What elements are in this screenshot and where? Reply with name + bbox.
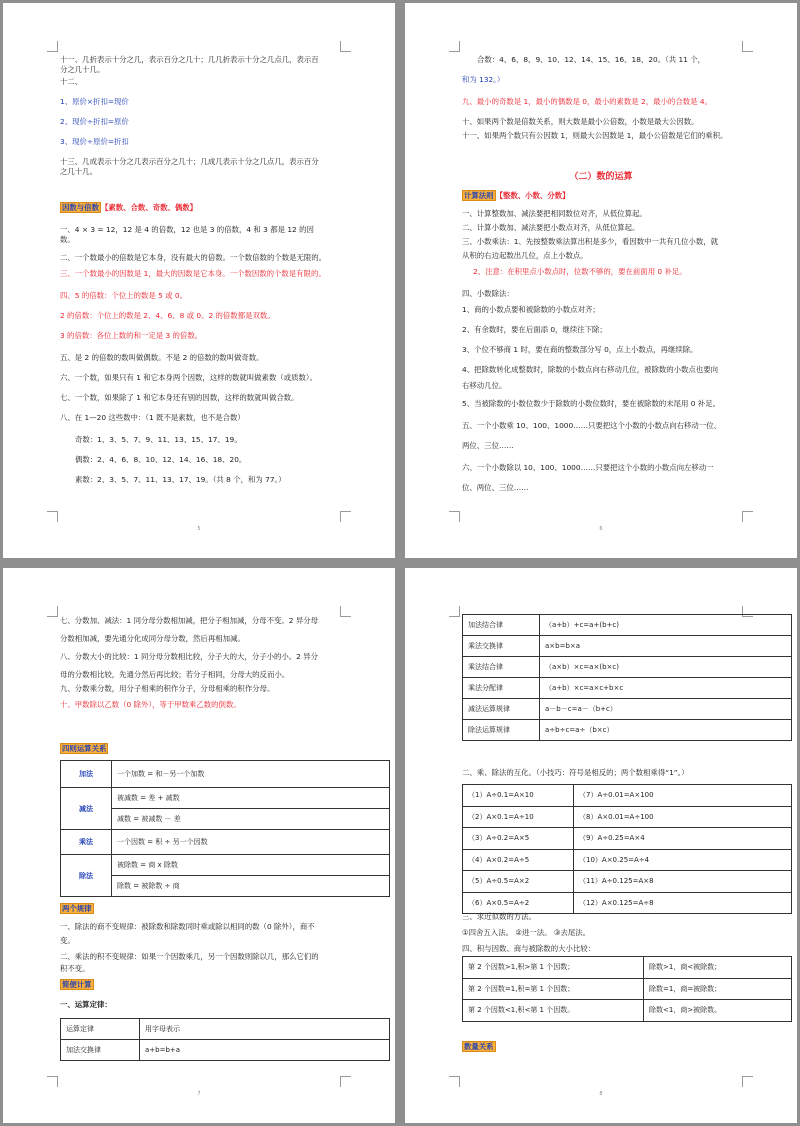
text-line: 和为 132。） [462, 75, 505, 84]
margin-mark [340, 1076, 351, 1087]
op-name: 乘法 [61, 830, 112, 855]
text-line: 十、如果两个数是倍数关系，则大数是最小公倍数，小数是最大公因数。 [462, 117, 699, 126]
text-line: 1、商的小数点要和被除数的小数点对齐； [462, 305, 600, 314]
text-line: 八、在 1—20 这些数中：（1 既不是素数，也不是合数） [60, 413, 245, 422]
conv-cell: （2）A×0.1=A÷10 [463, 806, 574, 828]
law-formula: （a+b）+c=a+(b+c) [540, 615, 792, 636]
conv-cell: （9）A÷0.25=A×4 [574, 828, 792, 850]
law-formula: （a+b）×c=a×c+b×c [540, 678, 792, 699]
op-rule: 一个加数 = 和－另一个加数 [112, 761, 390, 788]
law-formula: a－b－c=a－（b+c） [540, 699, 792, 720]
margin-mark [742, 1076, 753, 1087]
document-page-4 [405, 568, 797, 1123]
page-number: 7 [197, 1091, 201, 1097]
text-line: 十、甲数除以乙数（0 除外），等于甲数乘乙数的倒数。 [60, 700, 241, 709]
margin-mark [449, 41, 460, 52]
law-table-continued [462, 614, 792, 741]
section-heading [60, 744, 350, 754]
law-name: 乘法分配律 [463, 678, 540, 699]
law-formula: 用字母表示 [140, 1019, 390, 1040]
heading-rest: 【整数、小数、分数】 [495, 191, 570, 200]
text-line: 3、个位不够商 1 时，要在商的整数部分写 0，点上小数点，再继续除。 [462, 345, 698, 354]
text-line: 六、一个小数除以 10、100、1000……只要把这个小数的小数点向左移动一 [462, 463, 714, 472]
text-line: 变。 [60, 936, 75, 945]
heading-label: 数量关系 [464, 1042, 494, 1051]
operations-table [60, 760, 390, 897]
text-line: 五、是 2 的倍数的数叫做偶数。不是 2 的倍数的数叫做奇数。 [60, 353, 264, 362]
text-line: 右移动几位。 [462, 381, 507, 390]
margin-mark [340, 511, 351, 522]
text-line: 3 的倍数：各位上数的和一定是 3 的倍数。 [60, 331, 203, 340]
heading-rest: 【素数、合数、奇数、偶数】 [100, 203, 198, 212]
conv-cell: （4）A×0.2=A÷5 [463, 849, 574, 871]
conversion-table [462, 784, 792, 914]
text-line: 2、注意：在积里点小数点时，位数不够的，要在前面用 0 补足。 [473, 267, 687, 276]
text-line: 4、把除数转化成整数时，除数的小数点向右移动几位，被除数的小数点也要向 [462, 365, 718, 374]
document-page-3 [3, 568, 395, 1123]
section-heading [60, 203, 350, 213]
text-line: 一、4 × 3 = 12，12 是 4 的倍数，12 也是 3 的倍数，4 和 3 都是 12 的因 [60, 225, 314, 234]
cmp-cell: 第 2 个因数<1,积<第 1 个因数。 [463, 1000, 644, 1022]
text-line: 十一、几折表示十分之几，表示百分之几十；几几折表示十分之几点几，表示百 [60, 55, 319, 64]
text-line: 之几十几。 [60, 167, 97, 176]
text-line: 十三、几成表示十分之几表示百分之几十；几成几表示十分之几点几，表示百分 [60, 157, 319, 166]
formula-line: 3、现价÷原价=折扣 [60, 137, 129, 146]
cmp-cell: 第 2 个因数=1,积=第 1 个因数； [463, 978, 644, 1000]
text-line: 一、除法的商不变规律：被除数和除数同时乘或除以相同的数（0 除外），商不 [60, 922, 315, 931]
section-heading [60, 904, 350, 914]
text-line: ①四舍五入法。 ②进一法。 ③去尾法。 [462, 928, 591, 937]
margin-mark [742, 41, 753, 52]
text-line: 2、有余数时，要在后面添 0，继续往下除； [462, 325, 607, 334]
text-line: 二、一个数最小的倍数是它本身，没有最大的倍数。一个数倍数的个数是无限的。 [60, 253, 327, 262]
conv-cell: （7）A÷0.01=A×100 [574, 785, 792, 807]
page-number: 5 [197, 526, 201, 532]
text-line: 素数：2、3、5、7、11、13、17、19。（共 8 个，和为 77。） [75, 475, 286, 484]
margin-mark [47, 511, 58, 522]
text-line: 从积的右边起数出几位，点上小数点。 [462, 251, 588, 260]
conv-cell: （12）A×0.125=A÷8 [574, 892, 792, 914]
heading-label: 简便计算 [62, 980, 92, 989]
law-name: 加法结合律 [463, 615, 540, 636]
text-line: 位、两位、三位…… [462, 483, 529, 492]
conv-cell: （5）A÷0.5=A×2 [463, 871, 574, 893]
text-line: 三、一个数最小的因数是 1，最大的因数是它本身。一个数因数的个数是有限的。 [60, 269, 326, 278]
law-formula: a+b=b+a [140, 1040, 390, 1061]
subsection-title: 一、运算定律： [60, 1000, 112, 1009]
text-line: 三、小数乘法：1、先按整数乘法算出积是多少，看因数中一共有几位小数，就 [462, 237, 718, 246]
conv-cell: （6）A×0.5=A÷2 [463, 892, 574, 914]
cmp-cell: 除数<1，商>被除数。 [644, 1000, 792, 1022]
section-title: （二）数的运算 [569, 172, 633, 182]
conv-cell: （3）A÷0.2=A×5 [463, 828, 574, 850]
text-line: 奇数：1、3、5、7、9、11、13、15、17、19。 [75, 435, 242, 444]
text-line: 七、分数加、减法：1 同分母分数相加减，把分子相加减，分母不变。2 异分母 [60, 616, 318, 625]
op-rule: 一个因数 = 积 ÷ 另一个因数 [112, 830, 390, 855]
text-line: 母的分数相比较，先通分然后再比较；若分子相同，分母大的反而小。 [60, 670, 290, 679]
margin-mark [449, 606, 460, 617]
conv-cell: （8）A×0.01=A÷100 [574, 806, 792, 828]
heading-label: 两个规律 [62, 904, 92, 913]
page-number: 8 [599, 1091, 603, 1097]
op-rule: 除数 = 被除数 ÷ 商 [112, 876, 390, 897]
text-line: 二、乘法的积不变规律：如果一个因数乘几，另一个因数则除以几，那么它们的 [60, 952, 319, 961]
text-line: 八、分数大小的比较：1 同分母分数相比较，分子大的大，分子小的小。2 异分 [60, 652, 318, 661]
text-line: 数。 [60, 235, 75, 244]
text-line: 九、最小的奇数是 1，最小的偶数是 0，最小的素数是 2，最小的合数是 4。 [462, 97, 712, 106]
text-line: 5、当被除数的小数位数少于除数的小数位数时，要在被除数的末尾用 0 补足。 [462, 399, 720, 408]
law-name: 加法交换律 [61, 1040, 140, 1061]
subsection-title: 三、求近似数的方法。 [462, 912, 536, 921]
text-line: 十二、 [60, 77, 83, 86]
text-line: 五、一个小数乘 10、100、1000……只要把这个小数的小数点向右移动一位、 [462, 421, 721, 430]
heading-label: 计算法则 [464, 191, 494, 200]
op-rule: 减数 = 被减数 － 差 [112, 809, 390, 830]
heading-label: 因数与倍数 [62, 203, 99, 212]
text-line: 积不变。 [60, 964, 90, 973]
text-line: 2 的倍数：个位上的数是 2、4、6、8 或 0。2 的倍数都是双数。 [60, 311, 275, 320]
margin-mark [742, 511, 753, 522]
law-formula: a×b=b×a [540, 636, 792, 657]
op-rule: 被除数 = 商 x 除数 [112, 855, 390, 876]
text-line: 六、一个数，如果只有 1 和它本身两个因数，这样的数就叫做素数（或质数）。 [60, 373, 317, 382]
conv-cell: （11）A÷0.125=A×8 [574, 871, 792, 893]
text-line: 十一、如果两个数只有公因数 1，则最大公因数是 1，最小公倍数是它们的乘积。 [462, 131, 728, 140]
text-line: 合数：4、6、8、9、10、12、14、15、16、18、20。（共 11 个， [477, 55, 706, 64]
text-line: 二、计算小数加、减法要把小数点对齐，从低位算起。 [462, 223, 640, 232]
formula-line: 2、现价÷折扣=原价 [60, 117, 129, 126]
law-formula: （a×b）×c=a×(b×c) [540, 657, 792, 678]
section-heading [60, 980, 350, 990]
page-number: 6 [599, 526, 603, 532]
margin-mark [449, 1076, 460, 1087]
op-name: 减法 [61, 788, 112, 830]
law-name: 乘法交换律 [463, 636, 540, 657]
conv-cell: （1）A÷0.1=A×10 [463, 785, 574, 807]
text-line: 一、计算整数加、减法要把相同数位对齐，从低位算起。 [462, 209, 647, 218]
text-line: 九、分数乘分数，用分子相乘的积作分子，分母相乘的积作分母。 [60, 684, 275, 693]
law-name: 除法运算规律 [463, 720, 540, 741]
op-name: 除法 [61, 855, 112, 897]
heading-label: 四则运算关系 [62, 744, 107, 753]
margin-mark [449, 511, 460, 522]
margin-mark [47, 41, 58, 52]
comparison-table [462, 956, 792, 1022]
margin-mark [47, 1076, 58, 1087]
cmp-cell: 除数=1，商=被除数； [644, 978, 792, 1000]
subsection-title: 二、乘、除法的互化。（小技巧：符号是相反的；两个数相乘得“1”。） [462, 768, 689, 777]
margin-mark [47, 606, 58, 617]
section-heading [462, 191, 752, 201]
op-rule: 被减数 = 差 + 减数 [112, 788, 390, 809]
law-name: 运算定律 [61, 1019, 140, 1040]
text-line: 分数相加减，要先通分化成同分母分数，然后再相加减。 [60, 634, 245, 643]
law-table [60, 1018, 390, 1061]
text-line: 七、一个数，如果除了 1 和它本身还有别的因数，这样的数就叫做合数。 [60, 393, 299, 402]
section-heading [462, 1042, 752, 1052]
document-page-1 [3, 3, 395, 558]
text-line: 四、5 的倍数：个位上的数是 5 或 0。 [60, 291, 187, 300]
formula-line: 1、原价×折扣=现价 [60, 97, 129, 106]
margin-mark [340, 41, 351, 52]
law-name: 减法运算规律 [463, 699, 540, 720]
cmp-cell: 除数>1，商<被除数； [644, 957, 792, 979]
text-line: 两位、三位…… [462, 441, 514, 450]
conv-cell: （10）A×0.25=A÷4 [574, 849, 792, 871]
text-line: 四、小数除法： [462, 289, 514, 298]
law-formula: a÷b÷c=a÷（b×c） [540, 720, 792, 741]
cmp-cell: 第 2 个因数>1,积>第 1 个因数； [463, 957, 644, 979]
text-line: 分之几十几。 [60, 65, 105, 74]
text-line: 偶数：2、4、6、8、10、12、14、16、18、20。 [75, 455, 247, 464]
op-name: 加法 [61, 761, 112, 788]
subsection-title: 四、积与因数、商与被除数的大小比较： [462, 944, 596, 953]
law-name: 乘法结合律 [463, 657, 540, 678]
document-page-2 [405, 3, 797, 558]
